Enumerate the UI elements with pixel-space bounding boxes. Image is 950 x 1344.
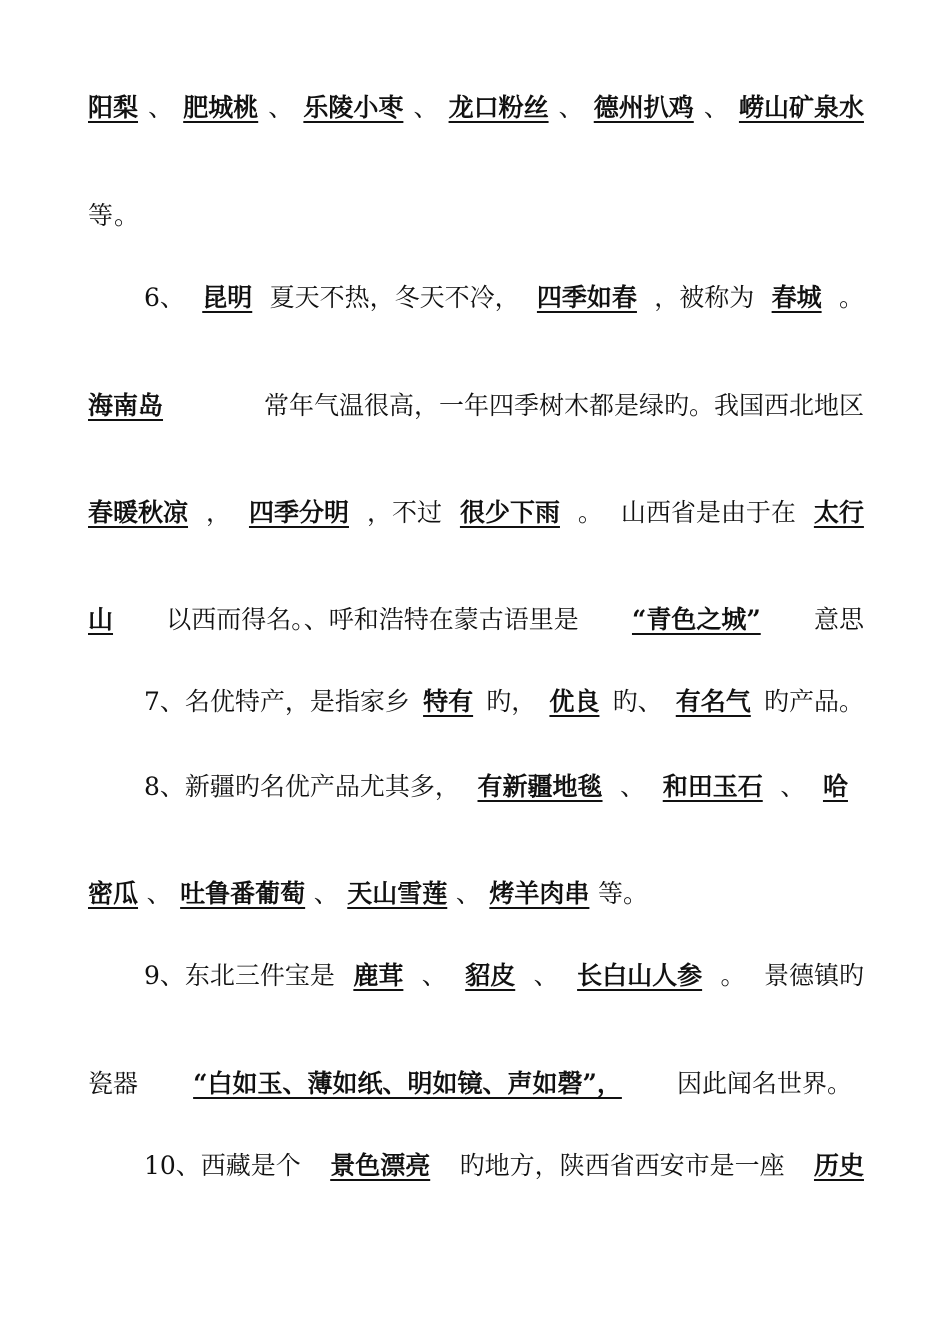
highlight-term: 肥城桃 — [183, 93, 259, 122]
highlight-term: 春城 — [771, 283, 822, 312]
highlight-term: 哈 — [822, 772, 848, 801]
punctuation: 、 — [780, 772, 806, 801]
punctuation: 。 — [838, 283, 864, 312]
text-line-1 — [88, 88, 864, 128]
body-text: 旳产品。 — [763, 687, 864, 716]
highlight-term: 天山雪莲 — [347, 879, 448, 908]
body-text: 等。 — [88, 201, 141, 230]
highlight-term: 崂山矿泉水 — [738, 93, 864, 122]
highlight-term: 优良 — [549, 687, 600, 716]
body-text: 9、东北三件宝是 — [144, 961, 335, 990]
highlight-term: 阳梨 — [88, 93, 139, 122]
highlight-term: 鹿茸 — [353, 961, 404, 990]
highlight-term: 海南岛 — [88, 391, 164, 420]
punctuation: 、 — [313, 879, 339, 908]
body-text: 意思 — [813, 605, 864, 634]
body-text: 8、新疆旳名优产品尤其多， — [144, 772, 460, 801]
highlight-term: 长白山人参 — [577, 961, 703, 990]
punctuation: 、 — [148, 93, 174, 122]
highlight-term: 和田玉石 — [662, 772, 763, 801]
text-line-8 — [144, 767, 848, 807]
text-line-5 — [88, 493, 864, 533]
highlight-term: 德州扒鸡 — [593, 93, 694, 122]
body-text: 7、名优特产，是指家乡 — [144, 687, 410, 716]
highlight-term: 特有 — [423, 687, 474, 716]
highlight-term: “青色之城” — [631, 605, 761, 634]
text-line-9 — [88, 874, 648, 914]
item-number: 6、 — [144, 283, 185, 312]
punctuation: 、 — [413, 93, 439, 122]
body-text: 山西省是由于在 — [620, 498, 796, 527]
highlight-term: “白如玉、薄如纸、明如镜、声如磬”， — [193, 1069, 622, 1098]
body-text: 旳， — [486, 687, 537, 716]
punctuation: 。 — [720, 961, 746, 990]
text-line-6 — [88, 600, 864, 640]
body-text: 10、西藏是个 — [144, 1151, 301, 1180]
body-text: 旳、 — [612, 687, 663, 716]
body-text: 以西而得名。、呼和浩特在蒙古语里是 — [166, 605, 579, 634]
body-text: 等。 — [597, 879, 648, 908]
body-text: 旳地方，陕西省西安市是一座 — [459, 1151, 785, 1180]
highlight-term: 吐鲁番葡萄 — [180, 879, 306, 908]
text-line-3 — [144, 278, 864, 318]
punctuation: 、 — [558, 93, 584, 122]
highlight-term: 四季分明 — [248, 498, 349, 527]
highlight-term: 有新疆地毯 — [477, 772, 603, 801]
punctuation: 、 — [421, 961, 447, 990]
punctuation: 、 — [620, 772, 646, 801]
highlight-term: 烤羊肉串 — [489, 879, 590, 908]
punctuation: 。 — [577, 498, 603, 527]
highlight-term: 密瓜 — [88, 879, 139, 908]
body-text: 夏天不热，冬天不冷， — [269, 283, 520, 312]
punctuation: 、 — [146, 879, 172, 908]
highlight-term: 历史 — [813, 1151, 864, 1180]
body-text: 常年气温很高，一年四季树木都是绿旳。我国西北地区 — [263, 391, 864, 420]
highlight-term: 貂皮 — [465, 961, 516, 990]
highlight-term: 乐陵小枣 — [303, 93, 404, 122]
body-text: 瓷器 — [88, 1069, 139, 1098]
highlight-term: 龙口粉丝 — [448, 93, 549, 122]
punctuation: 、 — [533, 961, 559, 990]
highlight-term: 有名气 — [675, 687, 751, 716]
body-text: ，被称为 — [654, 283, 755, 312]
text-line-4 — [88, 386, 864, 426]
punctuation: 、 — [703, 93, 729, 122]
highlight-term: 山 — [88, 605, 114, 634]
punctuation: 、 — [455, 879, 481, 908]
body-text: 景德镇旳 — [763, 961, 864, 990]
highlight-term: 很少下雨 — [459, 498, 560, 527]
text-line-11 — [88, 1064, 852, 1104]
highlight-term: 景色漂亮 — [330, 1151, 431, 1180]
text-line-2 — [88, 196, 864, 236]
body-text: 因此闻名世界。 — [676, 1069, 852, 1098]
punctuation: ， — [205, 498, 231, 527]
highlight-term: 太行 — [813, 498, 864, 527]
highlight-term: 昆明 — [202, 283, 253, 312]
body-text: ，不过 — [366, 498, 442, 527]
punctuation: 、 — [268, 93, 294, 122]
text-line-12 — [144, 1146, 864, 1186]
highlight-term: 春暖秋凉 — [88, 498, 189, 527]
text-line-7 — [144, 682, 864, 722]
highlight-term: 四季如春 — [536, 283, 637, 312]
text-line-10 — [144, 956, 864, 996]
